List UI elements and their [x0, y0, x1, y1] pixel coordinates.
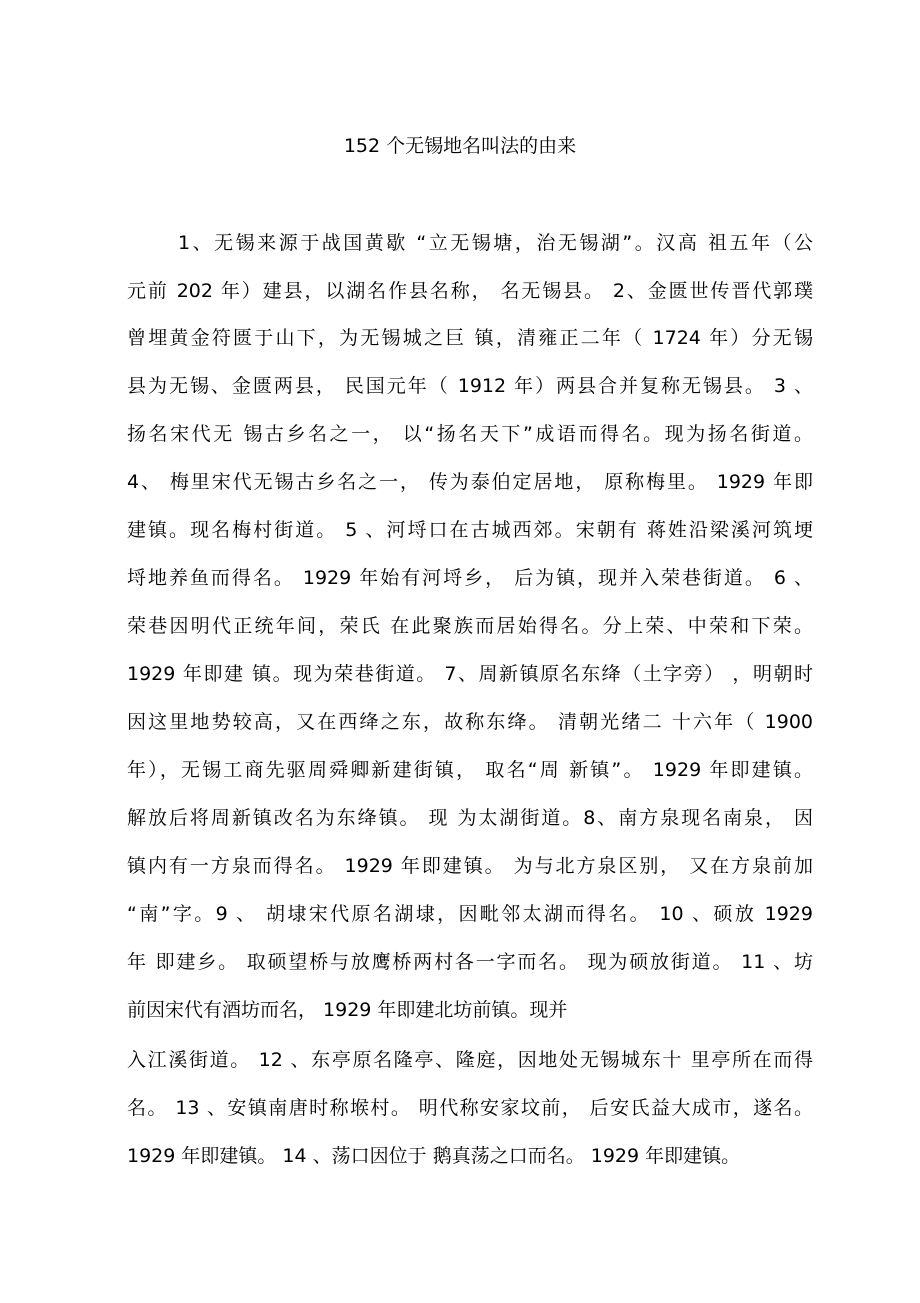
text-line: 1929 年即建 镇。现为荣巷街道。 7、周新镇原名东绛（土字旁） ，明朝时: [127, 663, 813, 685]
text-line: 县为无锡、金匮两县， 民国元年（ 1912 年）两县合并复称无锡县。 3 、: [127, 375, 813, 397]
text-line: 建镇。现名梅村街道。 5 、河埒口在古城西郊。宋朝有 蒋姓沿梁溪河筑埂: [127, 519, 813, 541]
text-line: 年），无锡工商先驱周舜卿新建街镇， 取名“周 新镇”。 1929 年即建镇。: [127, 759, 813, 781]
text-line: 1929 年即建镇。 14 、荡口因位于 鹅真荡之口而名。 1929 年即建镇。: [127, 1145, 741, 1167]
text-line: 入江溪街道。 12 、东亭原名隆亭、隆庭，因地处无锡城东十 里亭所在而得: [127, 1049, 813, 1071]
text-line: 1、无锡来源于战国黄歇 “立无锡塘，治无锡湖”。汉高 祖五年（公: [178, 232, 813, 254]
text-line: 4、 梅里宋代无锡古乡名之一， 传为泰伯定居地， 原称梅里。 1929 年即: [127, 471, 813, 493]
text-line: 因这里地势较高，又在西绛之东，故称东绛。 清朝光绪二 十六年（ 1900: [127, 711, 813, 733]
text-line: 镇内有一方泉而得名。 1929 年即建镇。 为与北方泉区别， 又在方泉前加: [127, 855, 813, 877]
text-line: 荣巷因明代正统年间，荣氏 在此聚族而居始得名。分上荣、中荣和下荣。: [127, 615, 813, 637]
document-title: 152 个无锡地名叫法的由来: [343, 135, 577, 157]
text-line: 元前 202 年）建县，以湖名作县名称， 名无锡县。 2、金匮世传晋代郭璞: [127, 280, 813, 302]
text-line: 名。 13 、安镇南唐时称堠村。 明代称安家坟前， 后安氏益大成市，遂名。: [127, 1097, 813, 1119]
text-line: 年 即建乡。 取硕望桥与放鹰桥两村各一字而名。 现为硕放街道。 11 、坊: [127, 951, 813, 973]
text-line: “南”字。9 、 胡埭宋代原名湖埭，因毗邻太湖而得名。 10 、硕放 1929: [127, 903, 813, 925]
text-line: 曾埋黄金符匮于山下，为无锡城之巨 镇，清雍正二年（ 1724 年）分无锡: [127, 327, 813, 349]
text-line: 扬名宋代无 锡古乡名之一， 以“扬名天下”成语而得名。现为扬名街道。: [127, 423, 813, 445]
text-line: 埒地养鱼而得名。 1929 年始有河埒乡， 后为镇，现并入荣巷街道。 6 、: [127, 567, 813, 589]
text-line: 前因宋代有酒坊而名， 1929 年即建北坊前镇。现并: [127, 999, 568, 1021]
text-line: 解放后将周新镇改名为东绛镇。 现 为太湖街道。8、南方泉现名南泉， 因: [127, 807, 813, 829]
